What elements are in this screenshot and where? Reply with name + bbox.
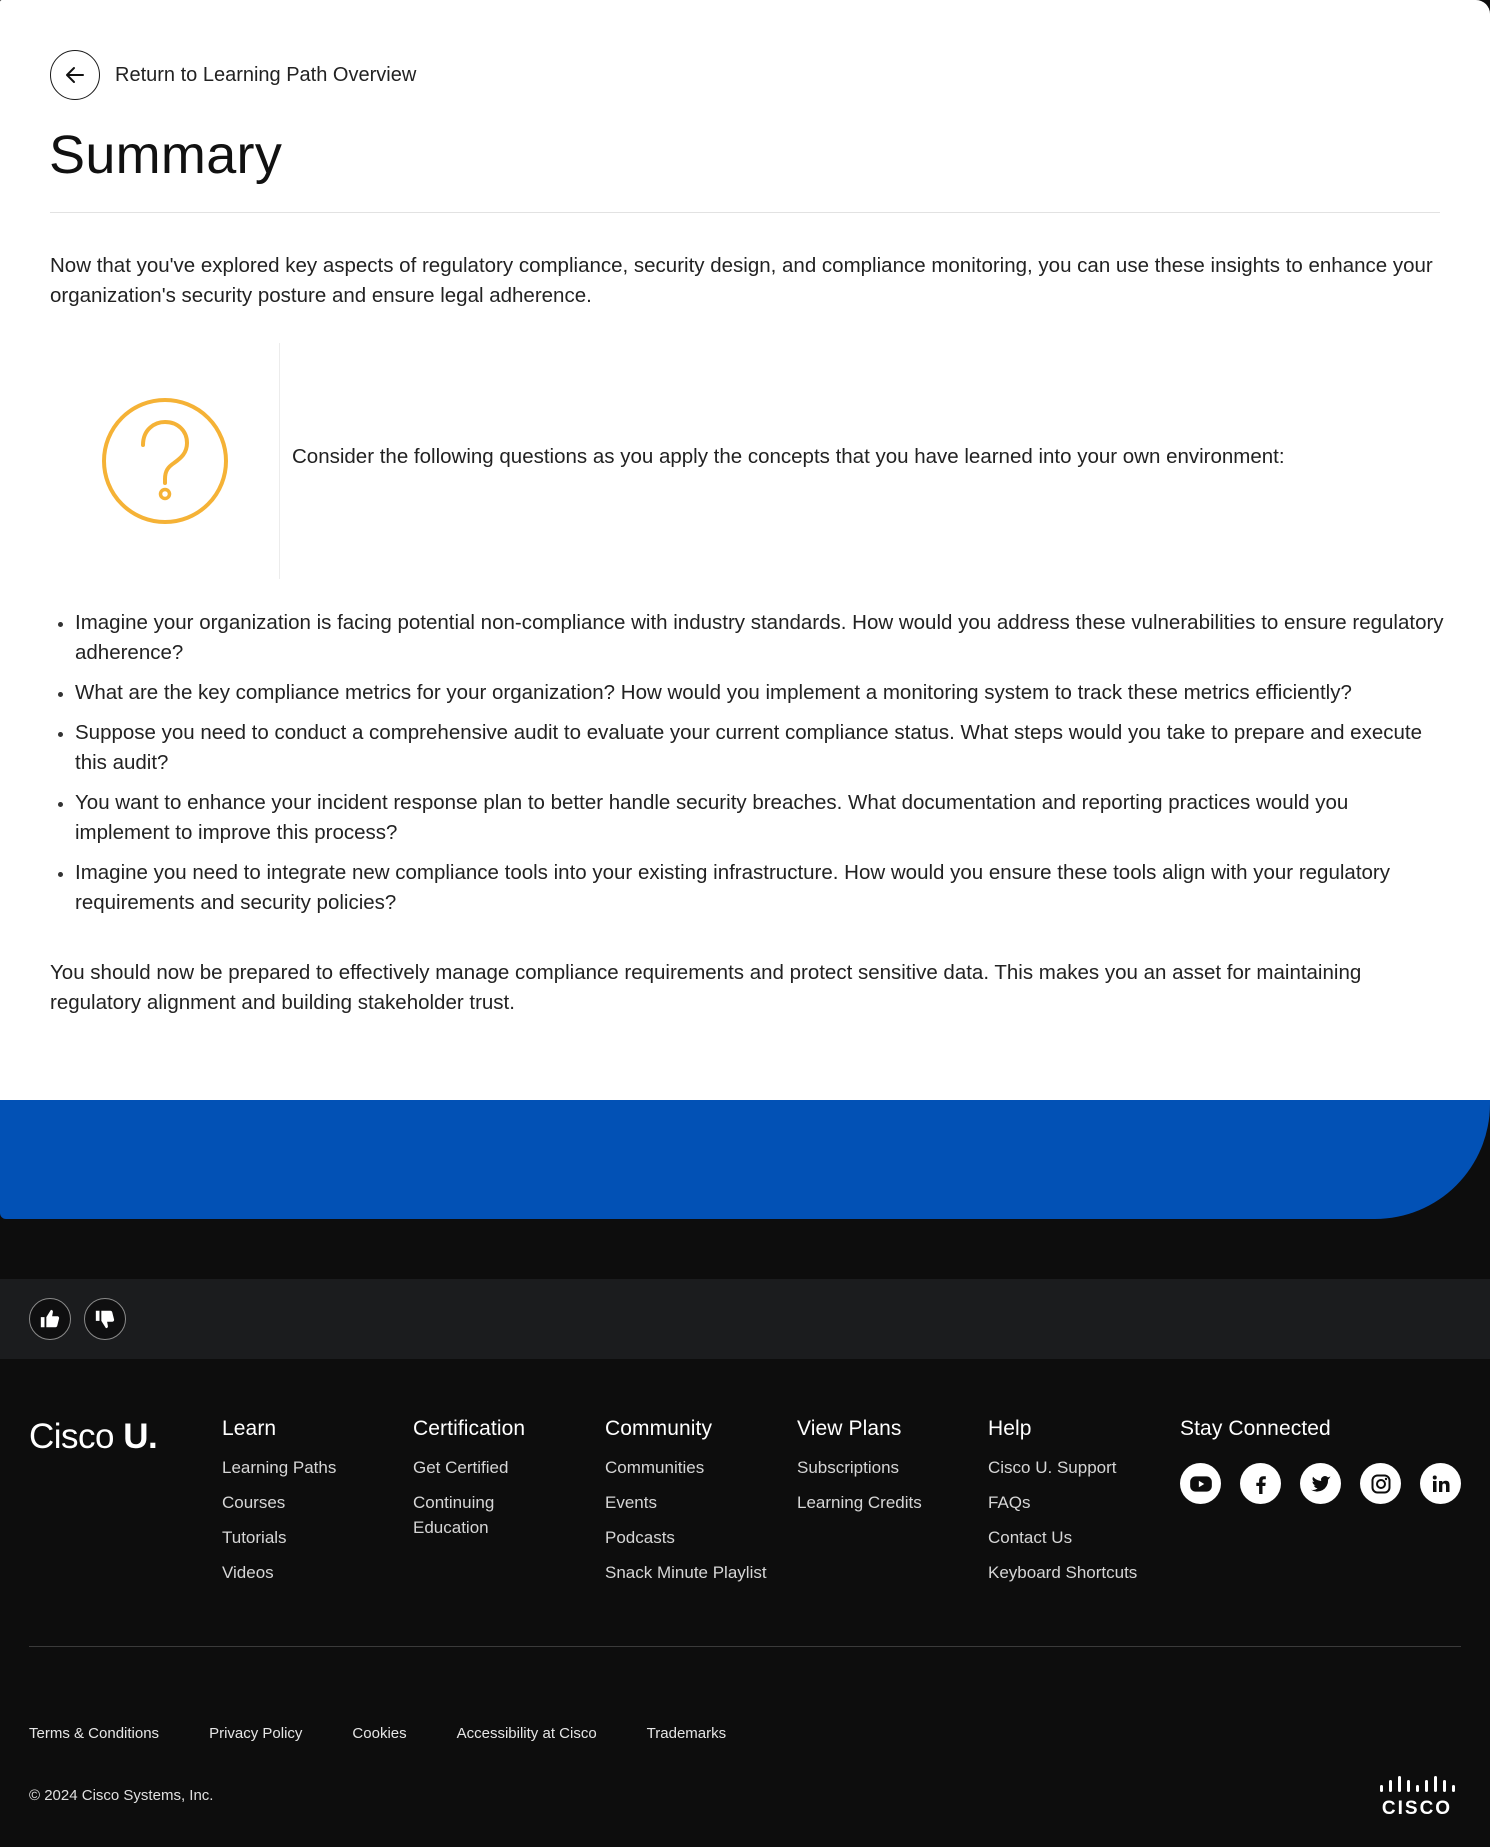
logo-bold: U.: [123, 1417, 158, 1456]
legal-link[interactable]: Accessibility at Cisco: [456, 1725, 597, 1742]
footer-heading: Learn: [222, 1417, 277, 1440]
divider: [50, 212, 1440, 213]
footer-column-community: [605, 1417, 767, 1595]
footer-column-view-plans: [797, 1417, 922, 1525]
footer-link[interactable]: Courses: [222, 1493, 286, 1512]
footer-link[interactable]: FAQs: [988, 1493, 1031, 1512]
callout-text: Consider the following questions as you apply the concepts that you have learned into your own environment:: [292, 445, 1285, 468]
arrow-left-icon[interactable]: [50, 50, 100, 100]
footer-link[interactable]: Communities: [605, 1458, 705, 1477]
footer-heading: Community: [605, 1417, 713, 1440]
footer-column-help: [988, 1417, 1137, 1595]
question-circle-icon: [99, 395, 231, 527]
footer-link[interactable]: Videos: [222, 1563, 274, 1582]
footer-heading: Help: [988, 1417, 1032, 1440]
footer-heading: Stay Connected: [1180, 1417, 1331, 1440]
thumbs-down-icon: [94, 1308, 116, 1330]
intro-paragraph: Now that you've explored key aspects of regulatory compliance, security design, and compliance monitoring, you can use these insights to enhance your organization's security posture and ensure legal adherence.: [50, 254, 1433, 307]
thumbs-up-icon: [39, 1308, 61, 1330]
footer-link[interactable]: Learning Credits: [797, 1493, 922, 1512]
cisco-logo[interactable]: [1378, 1774, 1462, 1823]
footer-link[interactable]: Contact Us: [988, 1528, 1073, 1547]
site-footer: [0, 1359, 1490, 1847]
twitter-icon[interactable]: [1300, 1463, 1341, 1504]
facebook-icon[interactable]: [1240, 1463, 1281, 1504]
legal-links: [29, 1725, 776, 1742]
logo-text: Cisco: [29, 1417, 115, 1456]
footer-heading: View Plans: [797, 1417, 902, 1440]
footer-heading: Certification: [413, 1417, 526, 1440]
cisco-logo-text: CISCO: [1381, 1798, 1453, 1818]
footer-column-stay-connected: [1180, 1417, 1331, 1455]
footer-divider: [29, 1646, 1461, 1647]
list-item: Imagine your organization is facing potential non-compliance with industry standards. How would you address these vulnerabilities to ensure regulatory adherence?: [50, 608, 1445, 668]
list-item: What are the key compliance metrics for your organization? How would you implement a monitoring system to track these metrics efficiently?: [50, 678, 1445, 708]
footer-link[interactable]: Events: [605, 1493, 657, 1512]
footer-link[interactable]: Get Certified: [413, 1458, 509, 1477]
accent-band: [0, 1100, 1490, 1219]
legal-link[interactable]: Cookies: [352, 1725, 407, 1742]
back-to-overview-link[interactable]: [50, 50, 416, 100]
list-item: Suppose you need to conduct a comprehensive audit to evaluate your current compliance status. What steps would you take to prepare and execute this audit?: [50, 718, 1445, 778]
closing-paragraph: You should now be prepared to effectively manage compliance requirements and protect sensitive data. This makes you an asset for maintaining regulatory alignment and building stakeholder trust.: [50, 961, 1362, 1014]
footer-link[interactable]: Continuing Education: [413, 1493, 495, 1537]
footer-column-certification: [413, 1417, 533, 1550]
page-title: Summary: [49, 125, 283, 185]
youtube-icon[interactable]: [1180, 1463, 1221, 1504]
footer-column-learn: [222, 1417, 336, 1595]
reflection-question-list: [50, 608, 1445, 928]
list-item: Imagine you need to integrate new compliance tools into your existing infrastructure. How would you ensure these tools align with your regulatory requirements and security policies?: [50, 858, 1445, 918]
instagram-icon[interactable]: [1360, 1463, 1401, 1504]
legal-link[interactable]: Trademarks: [646, 1725, 727, 1742]
footer-link[interactable]: Podcasts: [605, 1528, 675, 1547]
cisco-u-logo[interactable]: [29, 1417, 157, 1457]
feedback-bar: [0, 1279, 1490, 1359]
footer-link[interactable]: Subscriptions: [797, 1458, 900, 1477]
footer-link[interactable]: Learning Paths: [222, 1458, 337, 1477]
like-button[interactable]: [29, 1298, 71, 1340]
footer-link[interactable]: Keyboard Shortcuts: [988, 1563, 1138, 1582]
back-link-label[interactable]: Return to Learning Path Overview: [115, 63, 417, 86]
footer-link[interactable]: Tutorials: [222, 1528, 287, 1547]
footer-link[interactable]: Cisco U. Support: [988, 1458, 1117, 1477]
legal-link[interactable]: Terms & Conditions: [29, 1725, 160, 1742]
dislike-button[interactable]: [84, 1298, 126, 1340]
legal-link[interactable]: Privacy Policy: [209, 1725, 303, 1742]
linkedin-icon[interactable]: [1420, 1463, 1461, 1504]
list-item: You want to enhance your incident response plan to better handle security breaches. What documentation and reporting practices would you implement to improve this process?: [50, 788, 1445, 848]
callout-icon-container: [50, 343, 280, 579]
social-links: [1180, 1463, 1461, 1504]
reflection-callout: [50, 343, 1445, 579]
footer-link[interactable]: Snack Minute Playlist: [605, 1563, 767, 1582]
copyright: © 2024 Cisco Systems, Inc.: [29, 1787, 214, 1804]
